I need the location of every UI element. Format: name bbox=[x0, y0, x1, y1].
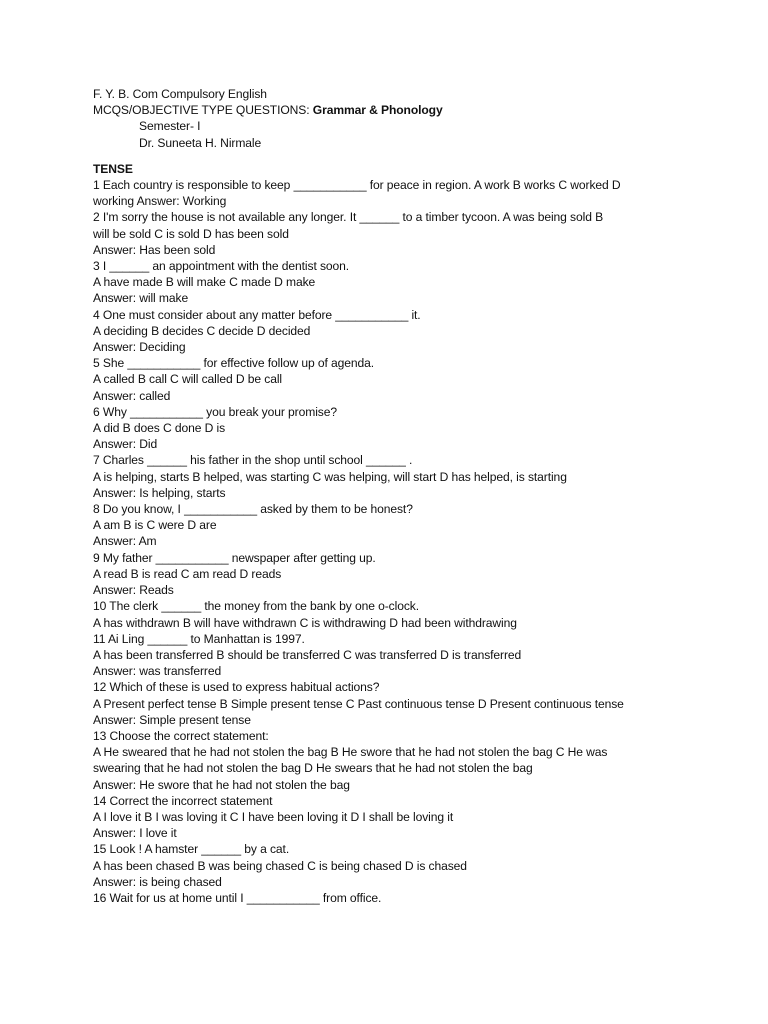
text-line: Answer: I love it bbox=[93, 826, 177, 841]
text-line: Answer: Has been sold bbox=[93, 242, 216, 257]
text-line: A read B is read C am read D reads bbox=[93, 566, 282, 581]
text-line: working Answer: Working bbox=[93, 194, 227, 209]
question-type-prefix: MCQS/OBJECTIVE TYPE QUESTIONS: bbox=[93, 103, 313, 118]
question-list bbox=[93, 177, 693, 906]
text-line: 11 Ai Ling ______ to Manhattan is 1997. bbox=[93, 631, 305, 646]
text-line: Answer: Am bbox=[93, 534, 157, 549]
text-line: A am B is C were D are bbox=[93, 518, 217, 533]
text-line: A did B does C done D is bbox=[93, 421, 226, 436]
text-line: A deciding B decides C decide D decided bbox=[93, 323, 311, 338]
text-line: A Present perfect tense B Simple present tense C Past continuous tense D Present continuous tense bbox=[93, 696, 624, 711]
text-line: swearing that he had not stolen the bag D He swears that he had not stolen the bag bbox=[93, 761, 533, 776]
text-line: 3 I ______ an appointment with the dentist soon. bbox=[93, 259, 350, 274]
spacer bbox=[93, 151, 693, 161]
document-page bbox=[93, 86, 693, 906]
text-line: Answer: Did bbox=[93, 437, 158, 452]
semester-label: Semester- I bbox=[139, 119, 201, 134]
text-line: 1 Each country is responsible to keep ___________ for peace in region. A work B works C worked D bbox=[93, 178, 621, 193]
text-line: Answer: will make bbox=[93, 291, 189, 306]
text-line: A has withdrawn B will have withdrawn C is withdrawing D had been withdrawing bbox=[93, 615, 517, 630]
question-type-heading bbox=[93, 102, 693, 118]
course-title: F. Y. B. Com Compulsory English bbox=[93, 87, 267, 101]
text-line: Answer: is being chased bbox=[93, 874, 222, 889]
text-line: A has been chased B was being chased C is being chased D is chased bbox=[93, 858, 467, 873]
text-line: will be sold C is sold D has been sold bbox=[93, 226, 289, 241]
text-line: Answer: Simple present tense bbox=[93, 712, 251, 727]
text-line: A have made B will make C made D make bbox=[93, 275, 316, 290]
text-line: 8 Do you know, I ___________ asked by them to be honest? bbox=[93, 502, 413, 517]
text-line: Answer: Reads bbox=[93, 583, 174, 598]
text-line: 5 She ___________ for effective follow up of agenda. bbox=[93, 356, 375, 371]
text-line: 15 Look ! A hamster ______ by a cat. bbox=[93, 842, 290, 857]
author-name: Dr. Suneeta H. Nirmale bbox=[139, 135, 262, 150]
text-line: 2 I'm sorry the house is not available any longer. It ______ to a timber tycoon. A was being sold B bbox=[93, 210, 604, 225]
text-line: 9 My father ___________ newspaper after getting up. bbox=[93, 550, 376, 565]
text-line: Answer: Is helping, starts bbox=[93, 485, 226, 500]
text-line: A He sweared that he had not stolen the bag B He swore that he had not stolen the bag C He was bbox=[93, 745, 608, 760]
text-line: Answer: He swore that he had not stolen the bag bbox=[93, 777, 350, 792]
text-line: Answer: was transferred bbox=[93, 664, 222, 679]
text-line: 14 Correct the incorrect statement bbox=[93, 793, 273, 808]
section-title: TENSE bbox=[93, 161, 133, 176]
text-line: 10 The clerk ______ the money from the bank by one o-clock. bbox=[93, 599, 419, 614]
text-line: 4 One must consider about any matter before ___________ it. bbox=[93, 307, 421, 322]
text-line: Answer: Deciding bbox=[93, 340, 186, 355]
text-line: A called B call C will called D be call bbox=[93, 372, 283, 387]
text-line: 16 Wait for us at home until I ___________ from office. bbox=[93, 890, 382, 905]
text-line: 6 Why ___________ you break your promise? bbox=[93, 404, 337, 419]
text-line: Answer: called bbox=[93, 388, 171, 403]
text-line: A is helping, starts B helped, was starting C was helping, will start D has helped, is starting bbox=[93, 469, 567, 484]
question-type-topic: Grammar & Phonology bbox=[312, 103, 443, 118]
text-line: 13 Choose the correct statement: bbox=[93, 728, 269, 743]
text-line: A has been transferred B should be transferred C was transferred D is transferred bbox=[93, 647, 522, 662]
text-line: 12 Which of these is used to express habitual actions? bbox=[93, 680, 380, 695]
text-line: A I love it B I was loving it C I have been loving it D I shall be loving it bbox=[93, 809, 454, 824]
text-line: 7 Charles ______ his father in the shop until school ______ . bbox=[93, 453, 413, 468]
